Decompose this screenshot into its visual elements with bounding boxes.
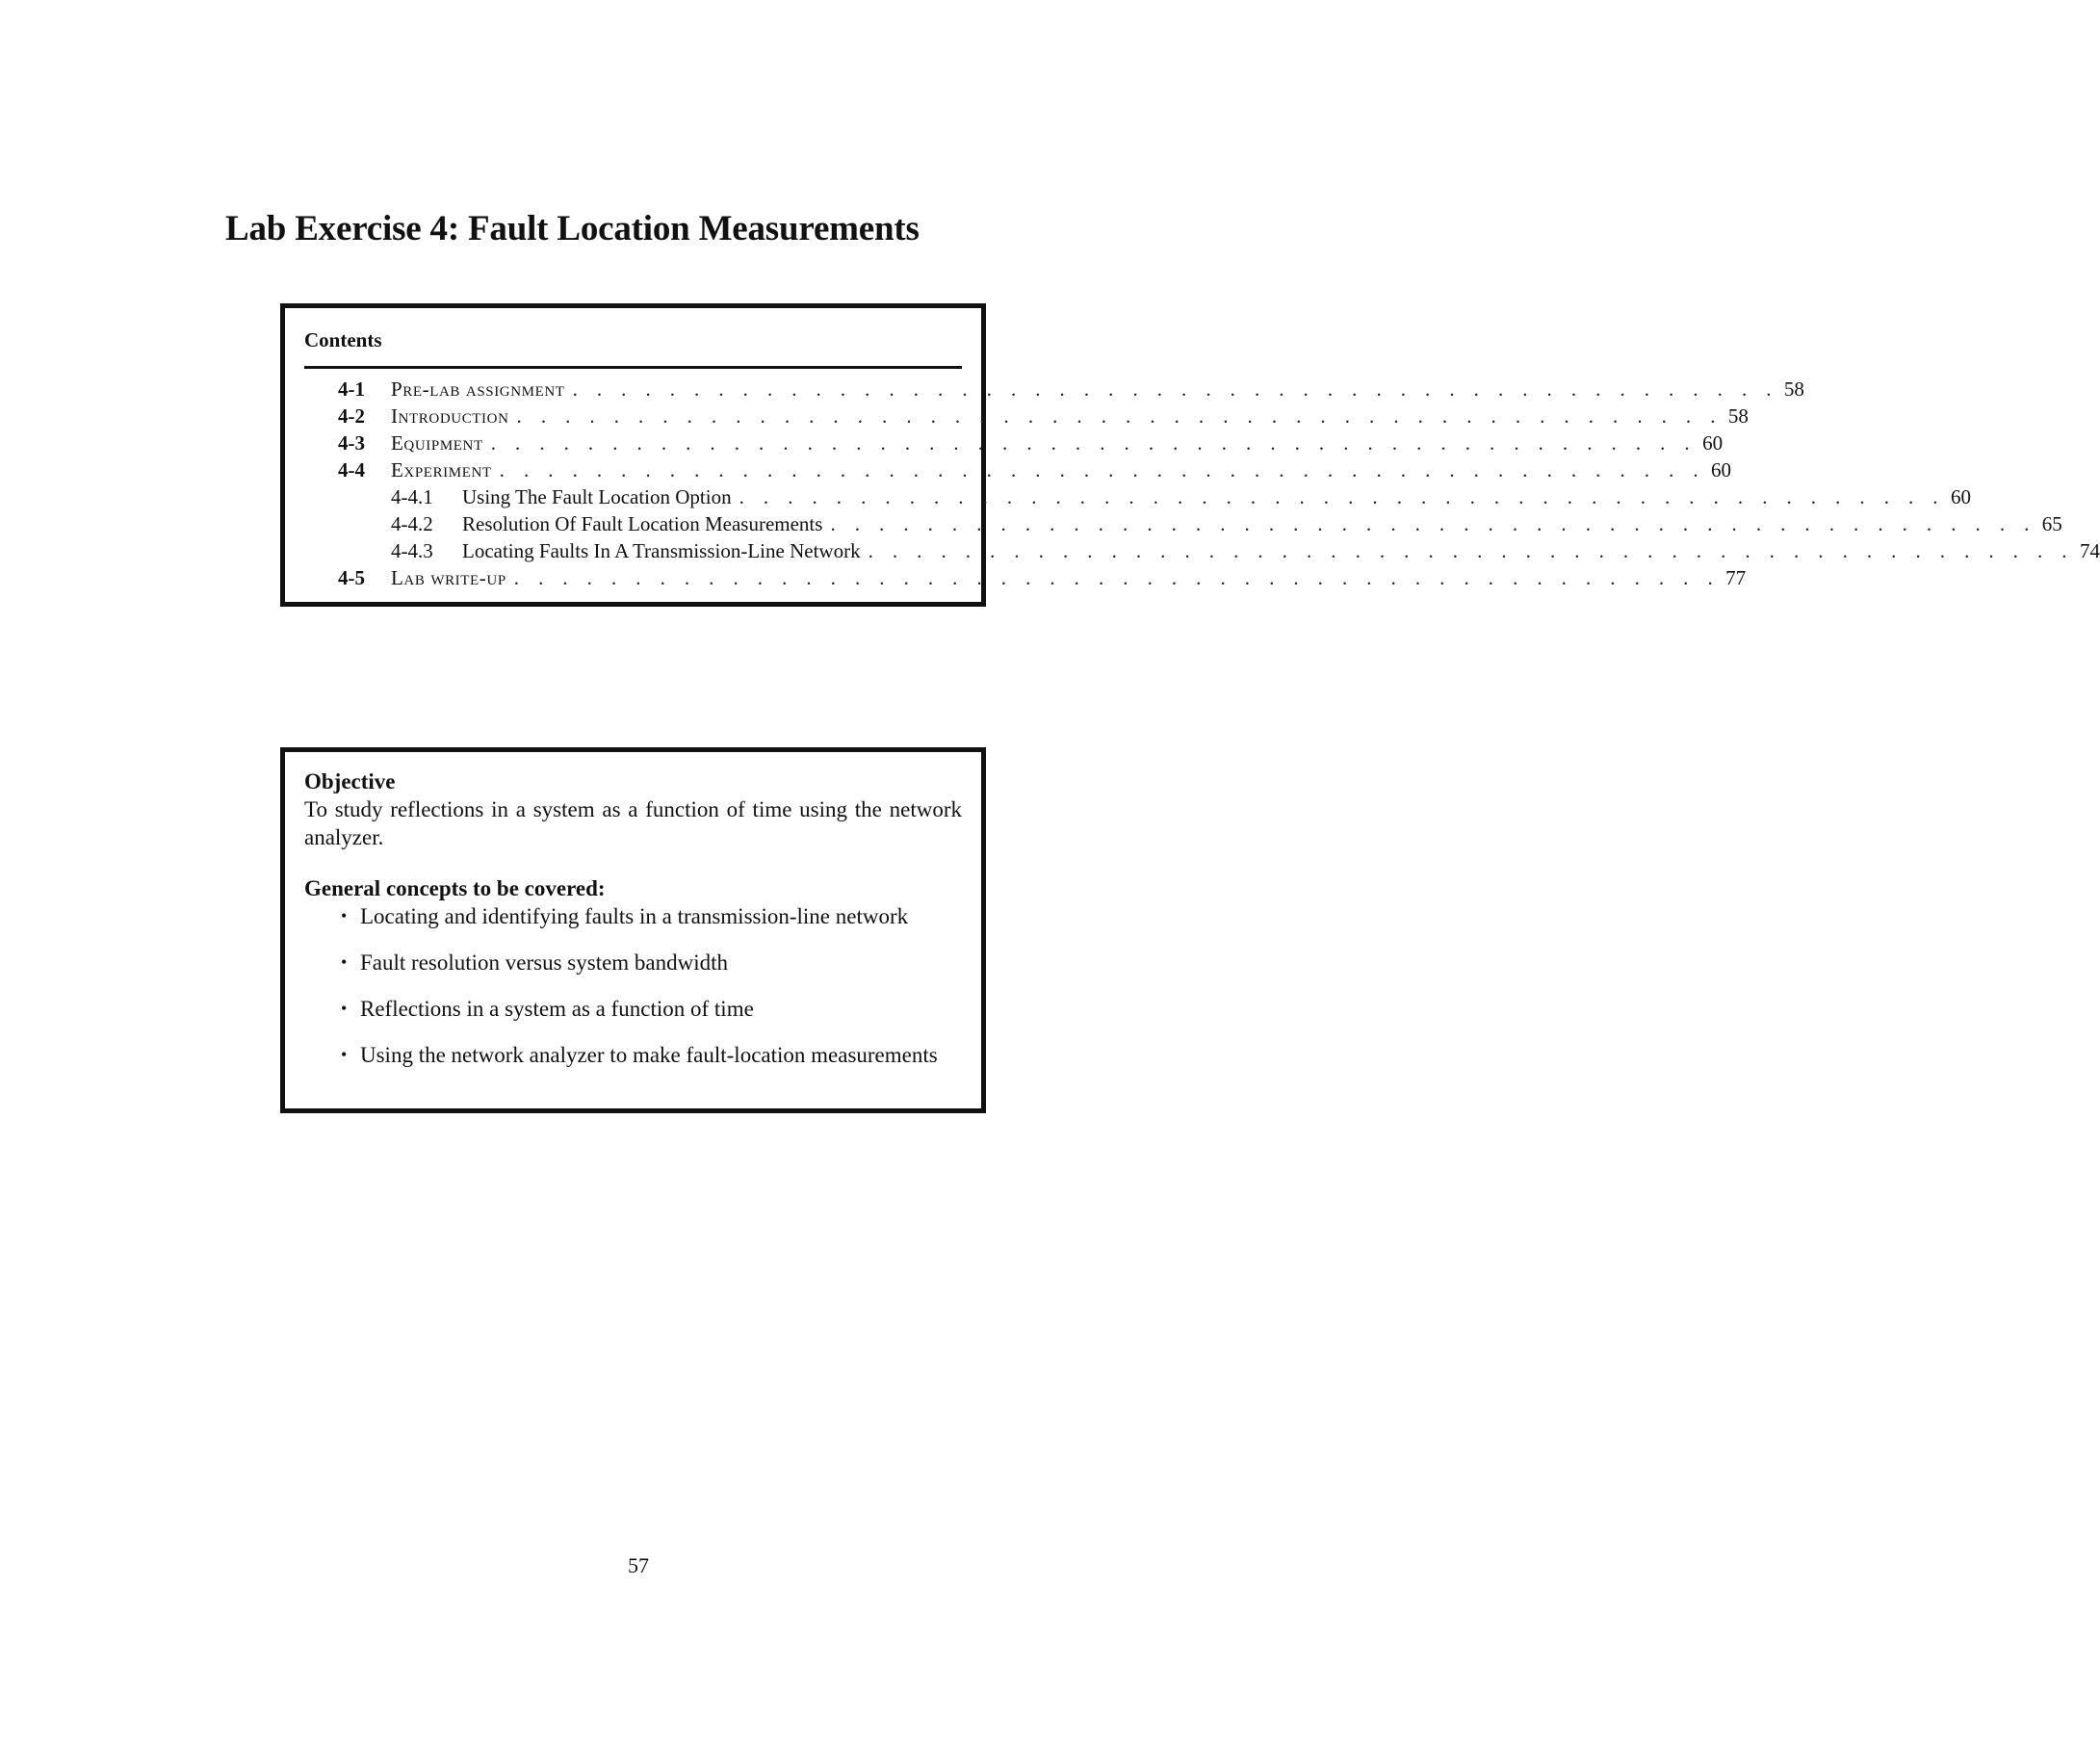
toc-entry-page: 60 [1711, 458, 1732, 482]
bullet-icon: • [341, 999, 348, 1018]
toc-entry-number: 4-1 [338, 377, 365, 401]
toc-entry-number: 4-4.1 [391, 485, 433, 508]
objective-content [304, 768, 962, 1069]
toc-entry-page: 58 [1727, 404, 1749, 428]
toc-entry-page: 74 [2079, 539, 2100, 562]
toc-entry-page: 77 [1725, 566, 1747, 589]
toc-entry-label: Lab write-up [391, 566, 506, 589]
contents-box [280, 303, 2100, 607]
toc-entry-number: 4-3 [338, 431, 365, 455]
toc-entry-number: 4-5 [338, 566, 365, 589]
concepts-list [304, 902, 962, 1069]
toc-entry-label: Pre-lab assignment [391, 377, 565, 401]
toc-entry-number: 4-4 [338, 458, 365, 482]
toc-entry-equipment[interactable] [338, 429, 1724, 456]
concepts-heading: General concepts to be covered: [304, 876, 606, 900]
toc-entry-label: Resolution Of Fault Location Measurements [462, 512, 823, 535]
toc-leader-dots: . . . . . . . . . . . . . . . . . . . . . . . . . . . . . . . . . . . . . . . . . . . . . . . . . . [513, 566, 1721, 589]
toc-leader-dots: . . . . . . . . . . . . . . . . . . . . . . . . . . . . . . . . . . . . . . . . . . . . . . . . . . [830, 512, 2036, 535]
toc-entry-label: Equipment [391, 431, 483, 455]
toc-entry-page: 58 [1783, 377, 1804, 401]
toc-leader-dots: . . . . . . . . . . . . . . . . . . . . . . . . . . . . . . . . . . . . . . . . . . . . . . . . . . [490, 431, 1698, 455]
toc-entry-using-fault-location-option[interactable] [391, 483, 1971, 510]
page-title: Lab Exercise 4: Fault Location Measurements [225, 209, 920, 248]
toc-entry-number: 4-4.2 [391, 512, 433, 535]
toc-leader-dots: . . . . . . . . . . . . . . . . . . . . . . . . . . . . . . . . . . . . . . . . . . . . . . . . . . [516, 404, 1723, 428]
toc-entry-page: 60 [1702, 431, 1724, 455]
list-item [304, 902, 962, 930]
toc-entry-experiment[interactable] [338, 456, 1732, 483]
toc-entry-resolution-of-fault-location[interactable] [391, 510, 2062, 537]
toc-entry-label: Introduction [391, 404, 509, 428]
toc-leader-dots: . . . . . . . . . . . . . . . . . . . . . . . . . . . . . . . . . . . . . . . . . . . . . . . . . . [572, 377, 1778, 401]
list-item [304, 995, 962, 1023]
toc-entry-locating-faults-network[interactable] [391, 537, 2100, 564]
concept-text: Using the network analyzer to make fault-location measurements [360, 1043, 938, 1067]
objective-box [280, 747, 986, 1113]
toc-entry-label: Using The Fault Location Option [462, 485, 732, 508]
contents-divider [304, 366, 962, 369]
toc-entry-label: Experiment [391, 458, 492, 482]
list-item [304, 949, 962, 976]
toc-entry-introduction[interactable] [338, 403, 1749, 429]
objective-heading: Objective [304, 769, 396, 794]
toc-leader-dots: . . . . . . . . . . . . . . . . . . . . . . . . . . . . . . . . . . . . . . . . . . . . . . . . . . [868, 539, 2074, 562]
contents-heading: Contents [304, 328, 382, 351]
bullet-icon: • [341, 1045, 348, 1064]
toc-entry-lab-write-up[interactable] [338, 564, 1747, 591]
list-item [304, 1041, 962, 1069]
toc-entry-number: 4-2 [338, 404, 365, 428]
toc-leader-dots: . . . . . . . . . . . . . . . . . . . . . . . . . . . . . . . . . . . . . . . . . . . . . . . . . . [739, 485, 1945, 508]
concept-text: Locating and identifying faults in a transmission-line network [360, 904, 909, 928]
bullet-icon: • [341, 952, 348, 972]
toc-entry-number: 4-4.3 [391, 539, 433, 562]
toc-leader-dots: . . . . . . . . . . . . . . . . . . . . . . . . . . . . . . . . . . . . . . . . . . . . . . . . . . [499, 458, 1706, 482]
toc-entry-label: Locating Faults In A Transmission-Line Network [462, 539, 861, 562]
page-number: 57 [628, 1553, 649, 1577]
toc-entry-page: 65 [2041, 512, 2062, 535]
bullet-icon: • [341, 906, 348, 925]
objective-text: To study reflections in a system as a function of time using the network analyzer. [304, 797, 962, 849]
toc-entry-pre-lab-assignment[interactable] [338, 376, 1804, 403]
toc-entry-page: 60 [1950, 485, 1971, 508]
concept-text: Fault resolution versus system bandwidth [360, 950, 729, 975]
concept-text: Reflections in a system as a function of time [360, 997, 754, 1021]
